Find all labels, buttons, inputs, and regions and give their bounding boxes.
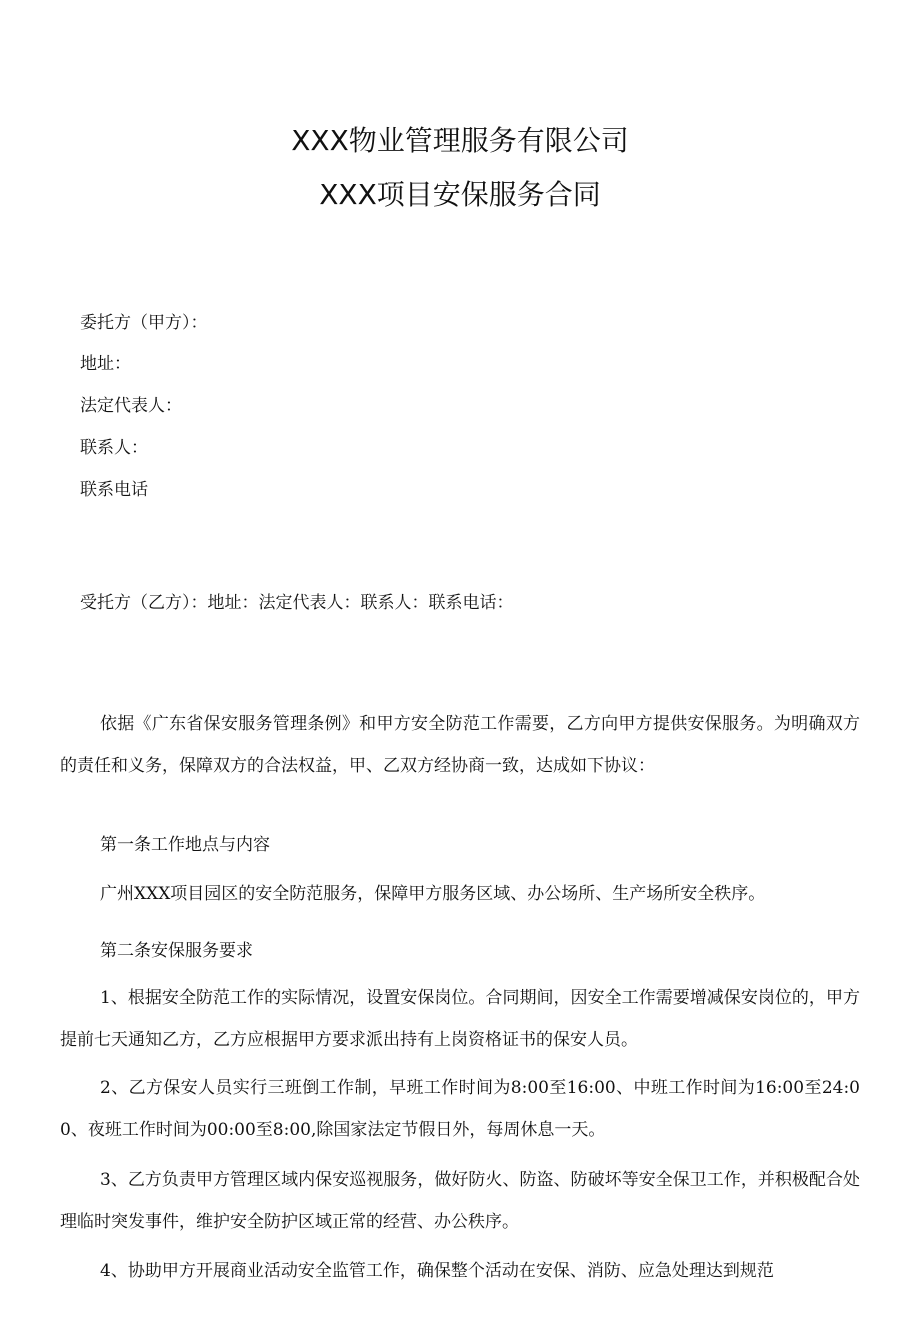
company-title: XXX物业管理服务有限公司 [291,124,629,157]
article-2-heading: 第二条安保服务要求 [100,941,253,961]
article-2-item-4: 4、协助甲方开展商业活动安全监管工作，确保整个活动在安保、消防、应急处理达到规范 [100,1261,774,1281]
article-2-item-3: 3、乙方负责甲方管理区域内保安巡视服务，做好防火、防盗、防破坏等安全保卫工作，并积极配合处理临时突发事件，维护安全防护区域正常的经营、办公秩序。 [60,1170,860,1232]
party-a-client-label: 委托方（甲方）： [80,313,208,333]
party-a-address-label: 地址： [80,354,131,374]
article-2-item-2: 2、乙方保安人员实行三班倒工作制，早班工作时间为8:00至16:00、中班工作时间为16:00至24:00、夜班工作时间为00:00至8:00,除国家法定节假日外，每周休息一天。 [60,1078,860,1140]
article-1-heading: 第一条工作地点与内容 [100,835,270,855]
contract-title: XXX项目安保服务合同 [319,178,601,211]
party-a-contact-label: 联系人： [80,438,148,458]
preamble-paragraph: 依据《广东省保安服务管理条例》和甲方安全防范工作需要，乙方向甲方提供安保服务。为明确双方的责任和义务，保障双方的合法权益，甲、乙双方经协商一致，达成如下协议： [60,714,860,776]
party-a-phone-label: 联系电话 [80,480,148,500]
party-a-legal-rep-label: 法定代表人： [80,396,182,416]
article-2-item-1: 1、根据安全防范工作的实际情况，设置安保岗位。合同期间，因安全工作需要增减保安岗位的，甲方提前七天通知乙方，乙方应根据甲方要求派出持有上岗资格证书的保安人员。 [60,988,860,1050]
party-b-line: 受托方（乙方）：地址：法定代表人：联系人：联系电话： [80,593,514,613]
article-1-body: 广州XXX项目园区的安全防范服务，保障甲方服务区域、办公场所、生产场所安全秩序。 [100,884,766,904]
